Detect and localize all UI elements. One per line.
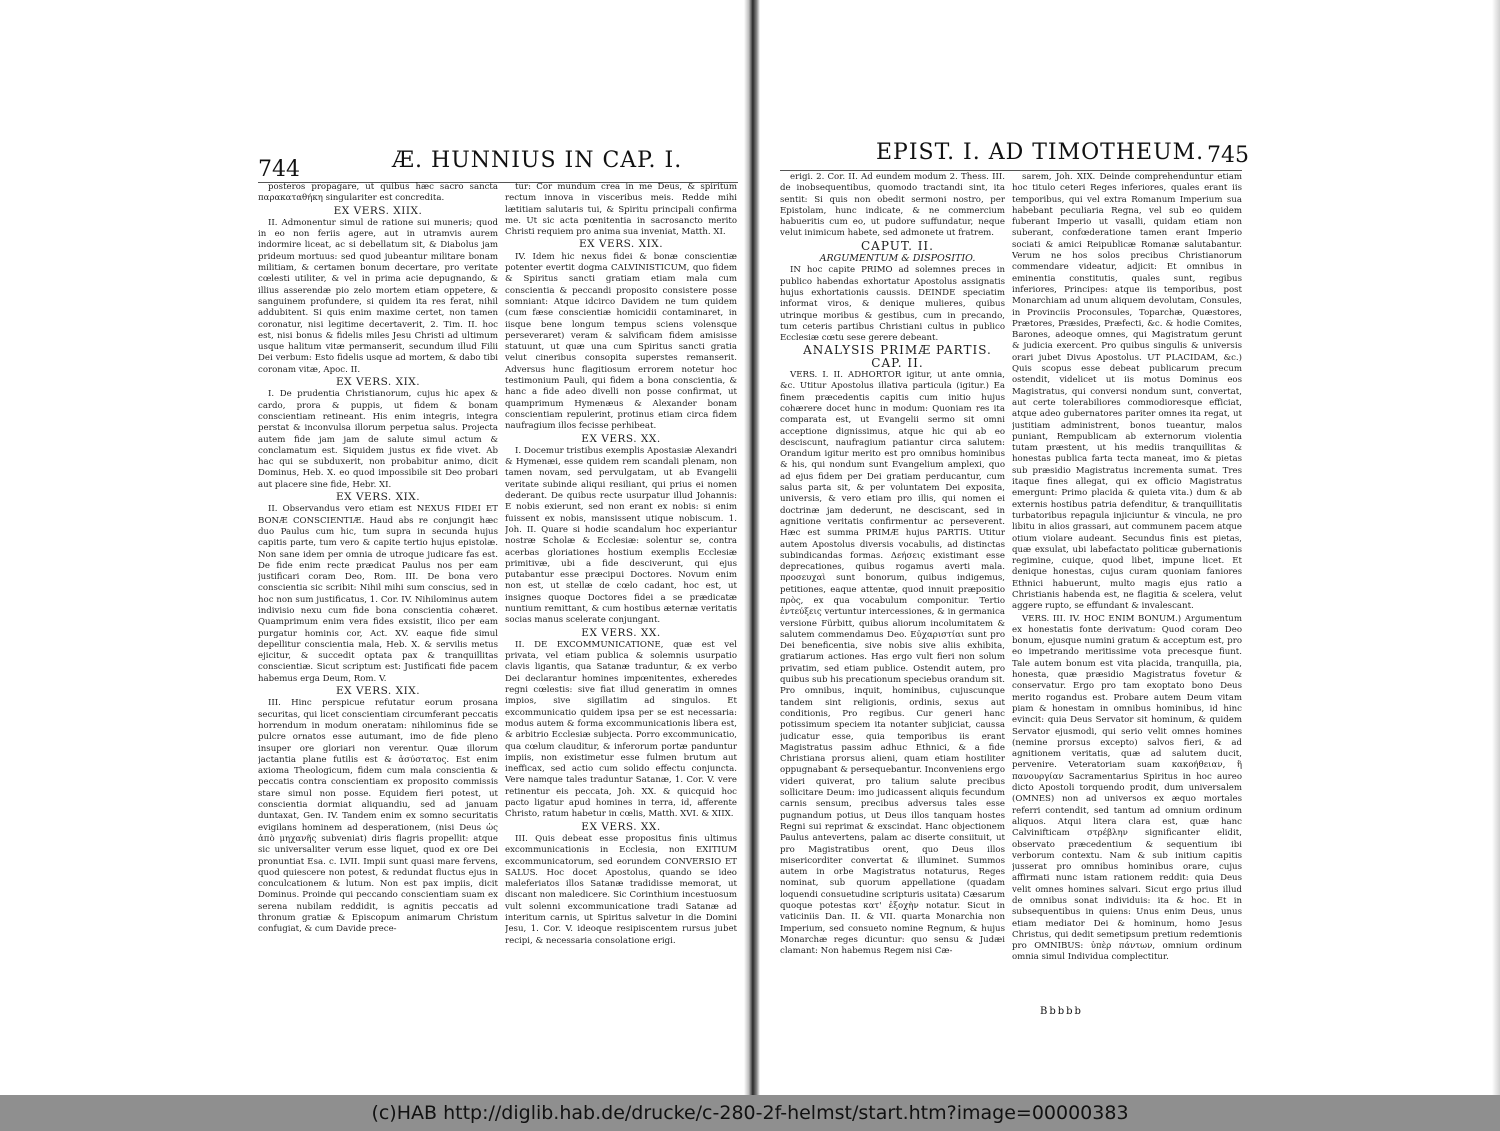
section-heading: EX VERS. XIX. [335,685,421,698]
heading: ANALYSIS PRIMÆ PARTIS. [803,343,992,358]
paragraph: VERS. III. IV. HOC ENIM BONUM.) Argumentum ex honestatis fonte derivatum: Quod coram Deo bonum, ejusque numini gratum & acceptum est, pro eo impetrando meritissime vota precesque fiunt. Tale autem bonum est vita placida, tranquilla, pia, honesta, quæ præsidio Magistratus fovetur & conservatur. Ergo pro tam exoptato bono Deus merito rogandus est. Probare autem Deum vitam piam & honestam in omnibus hominibus, id hinc evincit: quia Deus Servator sit hominum, & quidem Servator ejusmodi, qui serio velit omnes homines (nemine prorsus excepto) salvos fieri, & ad agnitionem veritatis, quæ ad salutem ducit, pervenire. Veteratoriam suam κακοήθειαν, ἢ πανουργίαν Sacramentarius Spiritus in hoc aureo dicto Apostoli torquendo prodit, dum universalem (OMNES) non ad universos ex æquo mortales referri contendit, sed tantum ad omnium ordinum aliquos. Atqui litera clara est, quæ hanc Calvinifticam στρέβλην significanter elidit, observato præcedentium & sequentium ibi verborum contextu. Nam & sub initium capitis jusserat pro omnibus hominibus orare, cujus affirmati nunc istam rationem reddit: quia Deus velit omnes homines salvari. Sicut ergo prius illud de omnibus sonat individuis: ita & hoc. Et in subsequentibus in quiens: Unus enim Deus, unus etiam mediator Dei & hominum, homo Jesus Christus, qui dedit semetipsum pretium redemtionis pro OMNIBUS: ὑπὲρ πάντων, omnium ordinum omnia simul Individua complectitur. [1012,613,1242,963]
section-heading: EX VERS. XIIX. [333,204,423,217]
right-page-number: 745 [1207,143,1249,168]
paragraph: sarem, Joh. XIX. Deinde comprehenduntur etiam hoc titulo ceteri Reges inferiores, quales erant iis temporibus, qui vel extra Romanum Imperium sua habebant peculiaria Regna, vel sub eo quidem fuberant Imperio ut vasalli, quidam etiam non suberant, confœderatione tamen erant Imperio sociati & amici Reipublicæ Romanæ salutabantur. Verum ne hos solos precibus Christianorum commendare videatur, adjicit: Et omnibus in eminentia constitutis, quales sunt, regibus inferiores, Principes: atque iis temporibus, post Monarchiam ad unum aliquem devolutam, Consules, in Provinciis Proconsules, Toparchæ, Quæstores, Prætores, Præsides, Præfecti, &c. & hodie Comites, Barones, adeoque omnes, qui Magistratum gerunt & judicia exercent. Pro quibus singulis & universis orari jubet Divus Apostolus. UT PLACIDAM, &c.) Quis scopus esse debeat publicarum precum ostendit, videlicet ut iis motus Dominus eos Magistratus, qui conversi nondum sunt, convertat, aut certe tolerabiliores commodioresque efficiat, atque adeo gubernatores pariter omnes ita regat, ut justitiam administrent, bonos tueantur, malos puniant, Rempublicam ab externorum violentia tutam præstent, ut his mediis tranquillitas & honestas publica farta tecta maneat, imo & pietas sub præsidio Magistratus incrementa sumat. Tres itaque fines allegat, qui ex officio Magistratus emergunt: Primo placida & quieta vita.) dum & ab externis hostibus patria defenditur, & tranquillitatis turbatoribus repagula injiciuntur & vincula, ne pro libitu in alios grassari, aut communem pacem atque otium violare audeant. Secundus finis est pietas, quæ exsulat, ubi labefactato politicæ gubernationis regimine, cuique, quod libet, impune licet. Et denique honestas, cujus curam quoniam faniores Ethnici habuerunt, multo magis ejus ratio a Christianis habenda est, ne flagitia & scelera, velut aggere rupto, se effundant & invalescant. [1012,172,1242,612]
paragraph: IN hoc capite PRIMO ad solemnes preces in publico habendas exhortatur Apostolus assignatis hujus exhortationis caussis. DEINDE speciatim informat viros, & denique mulieres, quibus utrinque moribus & gestibus, cum in precando, tum ceteris partibus Christiani cultus in publico Ecclesiæ cœtu sese gerere debeant. [780,265,1005,344]
signature-mark: Bbbbb [1040,1006,1083,1017]
paragraph: II. Admonentur simul de ratione sui muneris; quod in eo non feriis agere, aut in utramvis aurem indormire liceat, ac si debellatum sit, & Diabolus jam prideum mortuus: sed quod jubeantur militare bonam militiam, & certamen bonum decertare, pro veritate cœlesti utiliter, & vel in prima acie depugnando, & illius asserendæ pio zelo mortem etiam oppetere, & sanguinem profundere, si quidem ita res ferat, nihil addubitent. Si quis enim maxime certet, non tamen coronatur, nisi legitime decertaverit, 2. Tim. II. hoc est, nisi bonus & fidelis miles Jesu Christi ad ultimum usque halitum vitæ permanserit, secundum illud Filii Dei verbum: Esto fidelis usque ad mortem, & dabo tibi coronam vitæ, Apoc. II. [258,217,498,375]
section-heading: EX VERS. XIX. [335,376,421,389]
left-page-column-1 [258,182,498,1020]
heading: CAP. II. [871,355,924,370]
paragraph: I. De prudentia Christianorum, cujus hic apex & cardo, prora & puppis, ut fidem & bonam conscientiam retineant. His enim integris, integra perstat & inconvulsa illorum perpetua salus. Projecta autem fide jam jam de salute simul actum & conclamatum est. Siquidem justus ex fide vivet. Ab hac qui se subduxerit, non probabitur animo, dicit Dominus, Heb. X. eo quod impossibile sit Deo probari aut placere sine fide, Hebr. XI. [258,389,498,490]
left-running-title: Æ. HUNNIUS IN CAP. I. [392,148,683,173]
paragraph: II. DE EXCOMMUNICATIONE, quæ est vel privata, vel etiam publica & solemnis usurpatio clavis ligantis, qua Satanæ traduntur, & ex verbo Dei declarantur homines impœnitentes, exheredes regni cœlestis: sive fiat illud generatim in omnes impios, sive sigillatim ad singulos. Et excommunicatio quidem ipsa per se est necessaria: modus autem & forma excommunicationis libera est, & arbitrio Ecclesiæ subjecta. Porro excommunicatio, qua cœlum clauditur, & inferorum portæ panduntur impiis, non existimetur esse fulmen brutum aut inefficax, sed actio cum solido effectu conjuncta. Vere namque tales traduntur Satanæ, 1. Cor. V. vere retinentur eis peccata, Joh. XX. & quicquid hoc pacto ligatur apud homines in terra, id, afferente Christo, ratum habetur in cœlis, Matth. XVI. & XIIX. [505,639,737,820]
right-page-column-2 [1012,172,1242,1002]
section-heading: EX VERS. XX. [581,626,661,639]
paragraph: tur: Cor mundum crea in me Deus, & spiritum rectum innova in visceribus meis. Redde mihi lætitiam salutaris tui, & Spiritu principali confirma me. Ut sic acta pœnitentia in sacrosancto merito Christi requiem pro anima sua inveniat, Matth. XI. [505,182,737,238]
right-page-column-1 [780,172,1005,1020]
paragraph: posteros propagare, ut quibus hæc sacro sancta παρακαταθήκη singulariter est concredita. [258,182,498,204]
right-running-title: EPIST. I. AD TIMOTHEUM. [876,140,1205,165]
section-heading: EX VERS. XIX. [578,238,664,251]
paragraph: erigi. 2. Cor. II. Ad eundem modum 2. Thess. III. de inobsequentibus, quomodo tractandi sint, ita sentit: Si quis non obedit sermoni nostro, per Epistolam, hunc indicate, & ne commercium habueritis cum eo, ut pudore suffundatur, neque velut inimicum habete, sed admonete ut fratrem. [780,172,1005,239]
heading: ARGUMENTUM & DISPOSITIO. [819,253,976,265]
left-page-number: 744 [258,157,300,182]
right-header-rule [780,170,1242,171]
paragraph: III. Quis debeat esse propositus finis ultimus excommunicationis in Ecclesia, non EXITIUM excommunicatorum, sed eorundem CONVERSIO ET SALUS. Hoc docet Apostolus, quando se ideo maleferiatos illos Satanæ tradidisse memorat, ut discant non maledicere. Sic Corinthium incestuosum vult solenni excommunicatione tradi Satanæ ad interitum carnis, ut Spiritus salvetur in die Domini Jesu, 1. Cor. V. ideoque resipiscentem rursus jubet recipi, & necessaria consolatione erigi. [505,833,737,946]
book-gutter [744,0,760,1095]
left-page-column-2 [505,182,737,982]
paragraph: VERS. I. II. ADHORTOR igitur, ut ante omnia, &c. Utitur Apostolus illativa particula (igitur.) Ea finem præcedentis capitis cum initio hujus cohærere docet hunc in modum: Quoniam res ita comparata est, ut Evangelii sermo sit omni acceptione dignissimus, atque hic qui ab eo desciscunt, naufragium patiantur circa salutem: Orandum igitur merito est pro omnibus hominibus & his, qui nondum sunt Evangelium amplexi, quo ad ejus fidem per Dei gratiam perducantur, cum salus parta sit, & per voluntatem Dei exposita, universis, & vero etiam pro illis, qui nomen ei doctrinæ jam dederunt, ne desciscant, sed in agnitione veritatis confirmentur ac perseverent. Hæc est summa PRIMÆ hujus PARTIS. Utitur autem Apostolus diversis vocabulis, ad distinctas subindicandas formas. Δεήσεις existimant esse deprecationes, quibus rogamus averti mala. προσευχαὶ sunt bonorum, quibus indigemus, petitiones, eaque attentæ, quod innuit præpositio πρὸς, ex qua vocabulum componitur. Tertio ἐντεύξεις vertuntur intercessiones, & in germanica versione Fürbitt, quibus aliorum incolumitatem & salutem commendamus Deo. Εὐχαριστίαι sunt pro Dei beneficentia, sive nobis sive aliis exhibita, gratiarum actiones. Has ergo vult fieri non solum privatim, sed etiam publice. Ostendit autem, pro quibus sub his precationum speciebus orandum sit. Pro omnibus, inquit, hominibus, cujuscunque tandem sint religionis, ordinis, sexus aut conditionis, Pro regibus. Cur generi hanc potissimum speciem ita notanter subjiciat, caussa judicatur esse, quia temporibus iis erant Magistratus passim adhuc Ethnici, & a fide Christiana prorsus alieni, quam etiam hostiliter oppugnabant & persequebantur. Inconveniens ergo videri quiverat, pro talium salute precibus sollicitare Deum: imo judicassent aliquis fecundum carnis sensum, precibus adversus tales esse pugnandum potius, ut Deus illos tanquam hostes Regni sui reprimat & exscindat. Hanc objectionem Paulus antevertens, palam ac diserte consiituit, ut pro Magistratibus orent, quo Deus illos misericorditer convertat & illuminet. Summos autem in orbe Magistratus notaturus, Reges nominat, sub quorum appellatione (quadam loquendi consuetudine scripturis usitata) Cæsarum quoque potestas κατ' ἐξοχὴν notatur. Sicut in vaticiniis Dan. II. & VII. quarta Monarchia non Imperium, sed consueto nomine Regnum, & hujus Monarchæ reges dicuntur: quo sensu & Judæi clamant: Non habemus Regem nisi Cæ- [780,370,1005,957]
paragraph: II. Observandus vero etiam est NEXUS FIDEI ET BONÆ CONSCIENTIÆ. Haud abs re conjungit hæc duo Paulus cum hic, tum supra in secunda hujus capitis parte, tum vero & capite tertio hujus epistolæ. Non sane idem per omnia de utroque judicare fas est. De fide enim recte prædicat Paulus nos per eam justificari coram Deo, Rom. III. De bona vero conscientia sic scribit: Nihil mihi sum conscius, sed in hoc non sum justificatus, 1. Cor. IV. Nihilominus autem indivisio nexu cum fide bona conscientia cohæret. Quamprimum enim vera fides exsistit, ilico per eam purgatur hominis cor, Act. XV. eaque fide simul depellitur conscientia mala, Heb. X. & servilis metus ejicitur, & succedit optata pax & tranquillitas conscientiæ. Sicut scriptum est: Justificati fide pacem habemus erga Deum, Rom. V. [258,504,498,684]
section-heading: EX VERS. XIX. [335,491,421,504]
source-footer: (c)HAB http://diglib.hab.de/drucke/c-280-2f-helmst/start.htm?image=00000383 [0,1095,1500,1131]
heading: CAPUT. II. [861,238,934,253]
page-edge [1492,0,1500,1095]
section-heading: EX VERS. XX. [581,432,661,445]
paragraph: I. Docemur tristibus exemplis Apostasiæ Alexandri & Hymenæi, esse quidem rem scandali plenam, non tamen novam, sed pervulgatam, ut ab Evangelii veritate subinde aliqui resiliant, qui prius ei nomen dederant. De quibus recte usurpatur illud Johannis: E nobis exierunt, sed non erant ex nobis: si enim fuissent ex nobis, mansissent utique nobiscum. 1. Joh. II. Quare si hodie scandalum hoc experiantur nostræ Scholæ & Ecclesiæ: solentur se, contra acerbas gloriationes hostium exemplis Ecclesiæ primitivæ, ubi a fide desciverunt, qui ejus putabantur esse præcipui Doctores. Novum enim non est, ut stellæ de cœlo cadant, hoc est, ut insignes quoque Doctores fidei a se prædicatæ nuntium remittant, & cum hostibus æternæ veritatis socias manus scelerate conjungant. [505,445,737,626]
section-heading: EX VERS. XX. [581,820,661,833]
paragraph: III. Hinc perspicue refutatur eorum prosana securitas, qui licet conscientiam circumferant peccatis horrendum in modum oneratam: nihilominus fide se pulcre ornatos esse autumant, imo de fide pleno insuper ore gloriari non verentur. Quæ illorum jactantia plane futilis est & ἀσύστατος. Est enim axioma Theologicum, fidem cum mala conscientia & peccatis contra conscientiam ex proposito commissis stare simul non posse. Equidem fieri potest, ut conscientia dormiat aliquandiu, sed ad januam duntaxat, Gen. IV. Tandem enim ex somno securitatis evigilans hominem ad desperationem, (nisi Deus ὡς ἀπὸ μηχανῆς subveniat) diris flagris propellit: atque sic universaliter verum esse liquet, quod ex ore Dei pronuntiat Esa. c. LVII. Impii sunt quasi mare fervens, quod quiescere non potest, & redundat fluctus ejus in conculcationem & lutum. Non est pax impiis, dicit Dominus. Proinde qui peccando conscientiam suam ex serena nubilam reddidit, is agnitis peccatis ad thronum gratiæ & Episcopum animarum Christum confugiat, & cum Davide prece- [258,698,498,935]
paragraph: IV. Idem hic nexus fidei & bonæ conscientiæ potenter evertit dogma CALVINISTICUM, quo fidem & Spiritus sancti gratiam etiam mala cum conscientia & peccandi proposito consistere posse somniant: Atque idcirco Davidem ne tum quidem (cum fæse conscientiæ homicidii contaminaret, in iisque bene longum tempus sciens volensque perseveraret) veram & salvificam fidem amisisse statuunt, ut quæ una cum Spiritus sancti gratia velut cineribus consopita superstes remanserit. Adversus hunc flagitiosum errorem notetur hoc testimonium Pauli, qui fidem a bona conscientia, & hanc a fide adeo divelli non posse confirmat, ut quamprimum Hymenæus & Alexander bonam conscientiam repulerint, protinus etiam circa fidem naufragium illos fecisse perhibeat. [505,251,737,432]
